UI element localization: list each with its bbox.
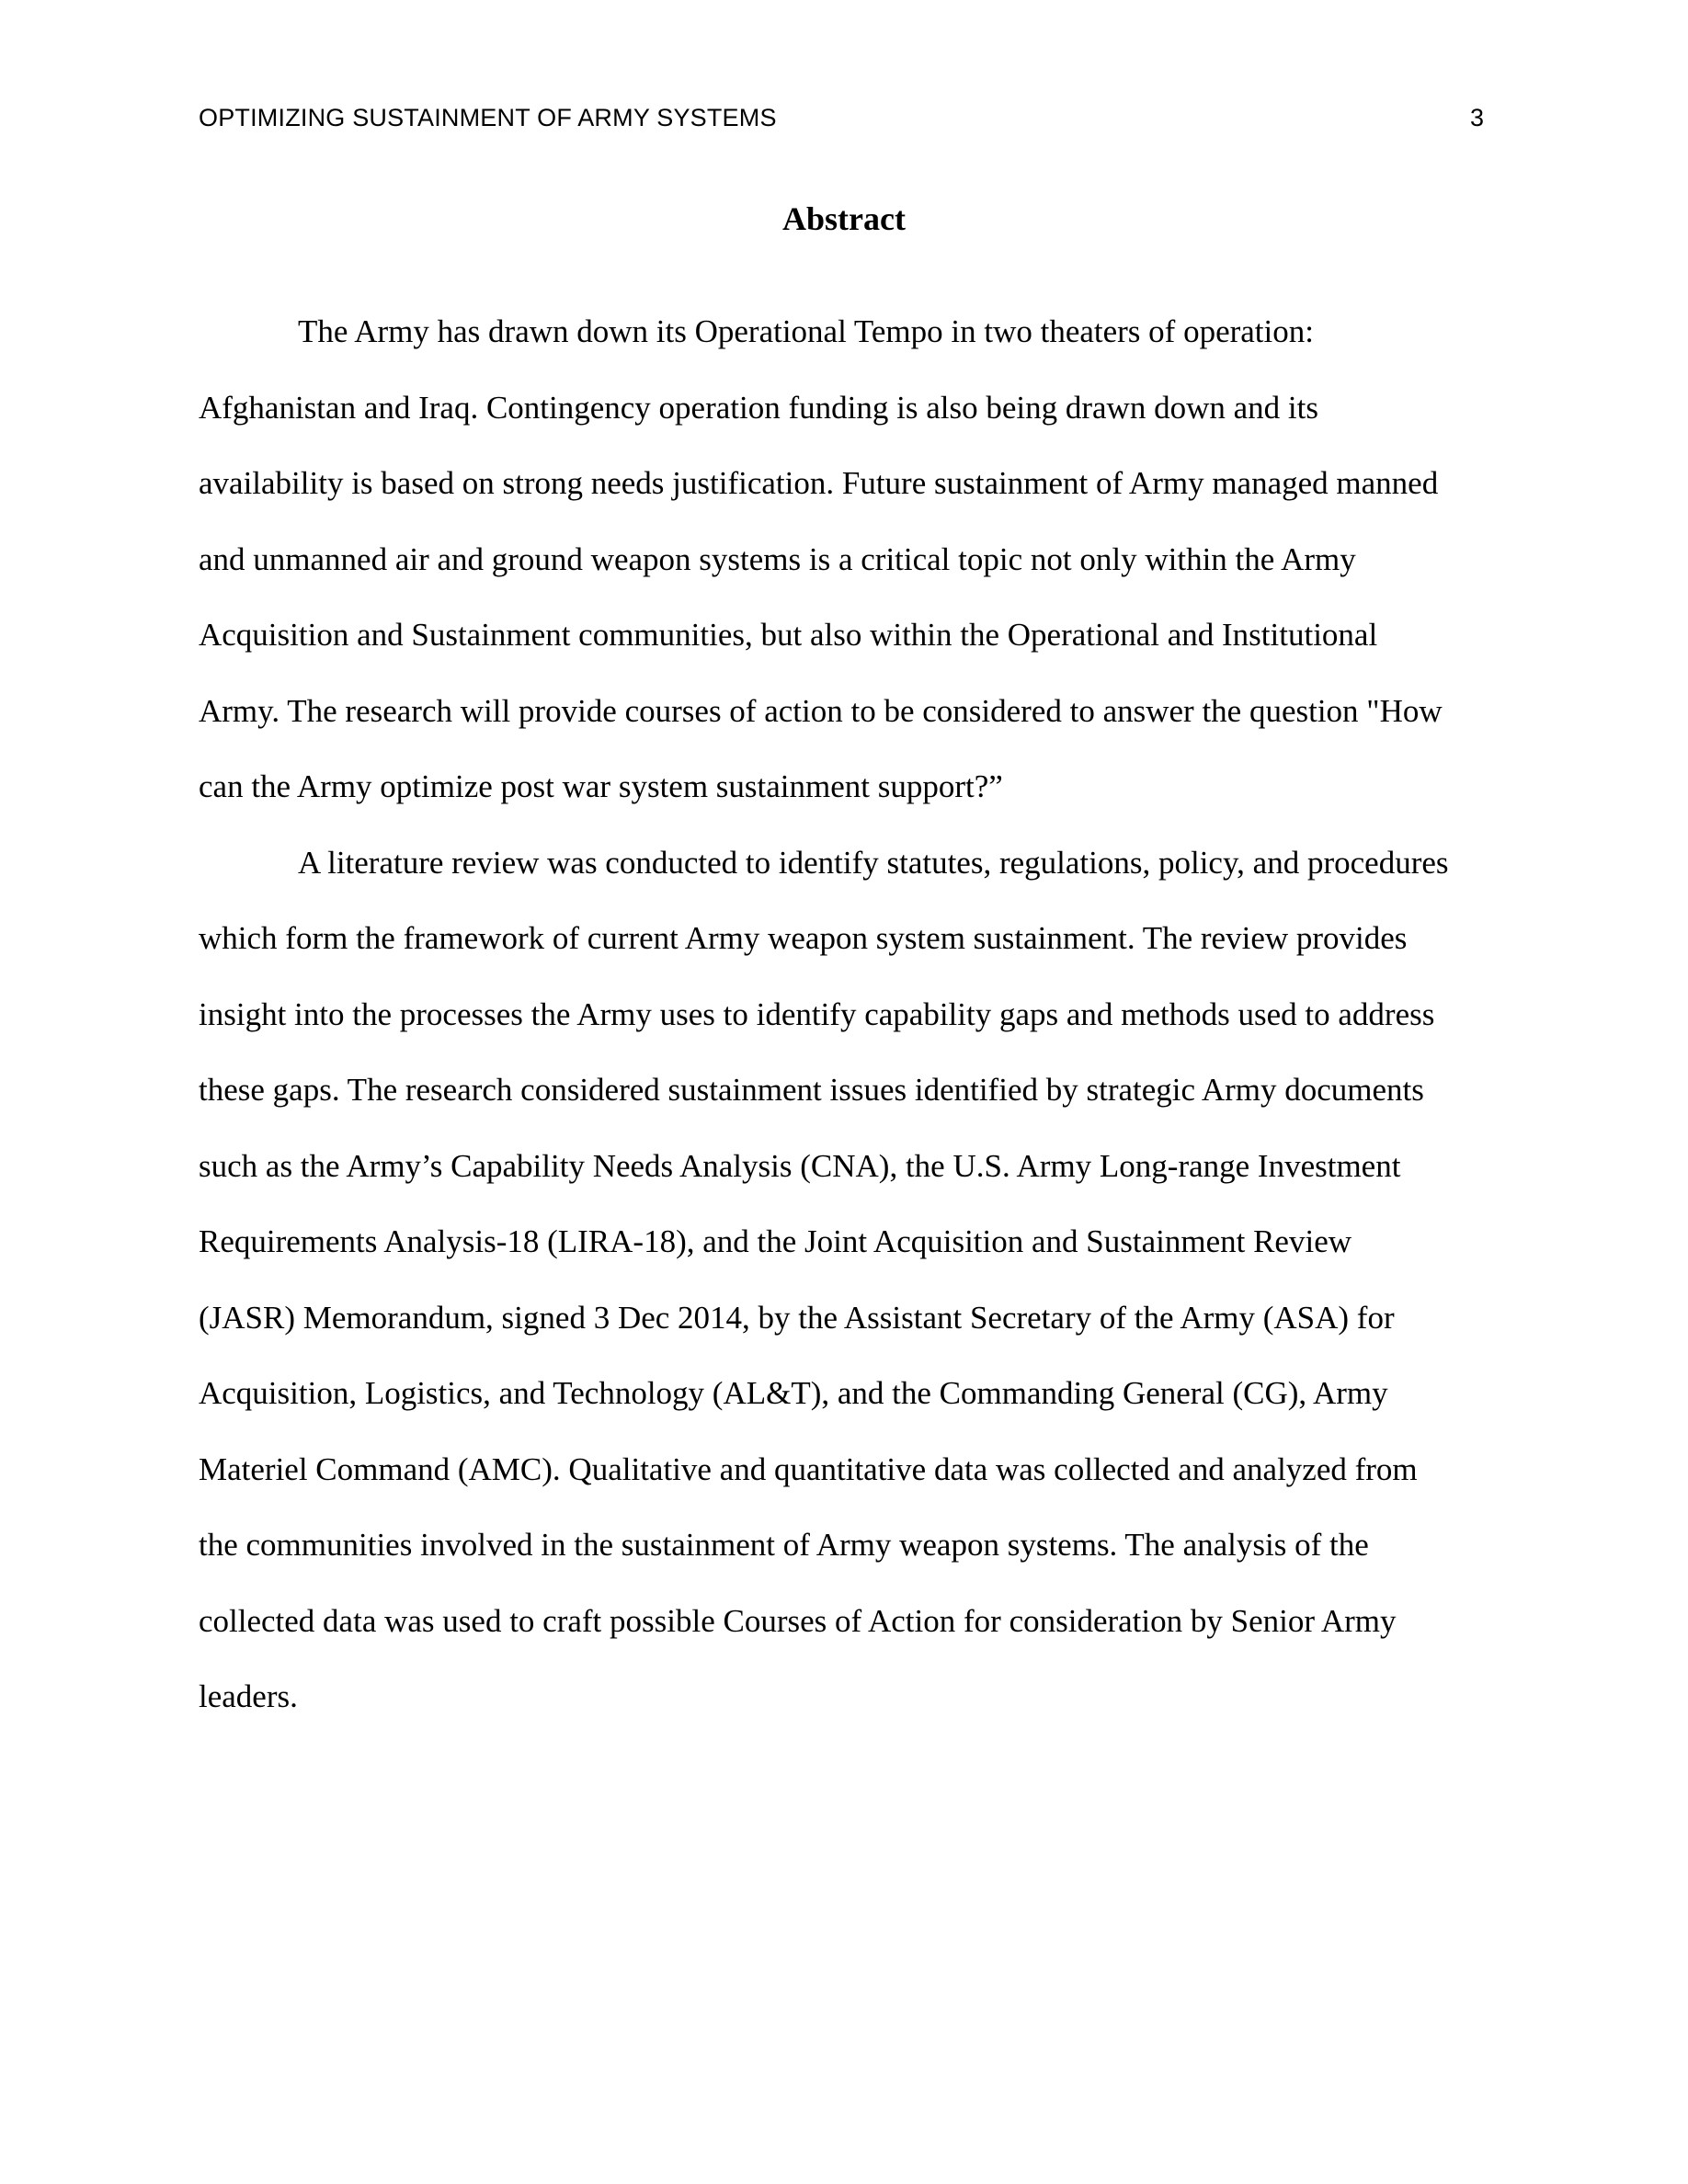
paragraph-line: these gaps. The research considered sustainment issues identified by strategic Army documents bbox=[199, 1072, 1424, 1108]
paragraph-line: can the Army optimize post war system sustainment support?” bbox=[199, 768, 1003, 804]
paragraph-line: leaders. bbox=[199, 1678, 298, 1714]
paragraph-line: Army. The research will provide courses of action to be considered to answer the question "How bbox=[199, 692, 1443, 729]
paragraph-line: Acquisition and Sustainment communities, but also within the Operational and Institutional bbox=[199, 617, 1378, 653]
paragraph-line: collected data was used to craft possible Courses of Action for consideration by Senior Army bbox=[199, 1602, 1397, 1639]
paragraph-line: availability is based on strong needs justification. Future sustainment of Army managed manned bbox=[199, 465, 1439, 501]
paragraph-line: The Army has drawn down its Operational Tempo in two theaters of operation: bbox=[298, 313, 1314, 349]
paragraph bbox=[199, 294, 1495, 825]
running-head: OPTIMIZING SUSTAINMENT OF ARMY SYSTEMS bbox=[199, 104, 777, 131]
paragraph-line: A literature review was conducted to identify statutes, regulations, policy, and procedures bbox=[298, 844, 1449, 881]
abstract-body bbox=[199, 294, 1495, 1735]
paragraph-line: (JASR) Memorandum, signed 3 Dec 2014, by the Assistant Secretary of the Army (ASA) for bbox=[199, 1299, 1395, 1336]
paragraph-line: and unmanned air and ground weapon systems is a critical topic not only within the Army bbox=[199, 540, 1356, 577]
paragraph-line: insight into the processes the Army uses to identify capability gaps and methods used to address bbox=[199, 995, 1435, 1032]
paragraph-line: Requirements Analysis-18 (LIRA-18), and the Joint Acquisition and Sustainment Review bbox=[199, 1223, 1352, 1259]
page-number: 3 bbox=[1469, 104, 1484, 131]
paragraph bbox=[199, 825, 1495, 1735]
paragraph-line: Acquisition, Logistics, and Technology (AL&T), and the Commanding General (CG), Army bbox=[199, 1375, 1388, 1411]
paragraph-line: which form the framework of current Army weapon system sustainment. The review provides bbox=[199, 920, 1408, 956]
abstract-title: Abstract bbox=[782, 200, 906, 237]
paragraph-line: the communities involved in the sustainment of Army weapon systems. The analysis of the bbox=[199, 1527, 1369, 1563]
paragraph-line: Afghanistan and Iraq. Contingency operation funding is also being drawn down and its bbox=[199, 389, 1318, 426]
paragraph-line: Materiel Command (AMC). Qualitative and quantitative data was collected and analyzed from bbox=[199, 1450, 1418, 1487]
paragraph-line: such as the Army’s Capability Needs Analysis (CNA), the U.S. Army Long-range Investment bbox=[199, 1147, 1401, 1184]
